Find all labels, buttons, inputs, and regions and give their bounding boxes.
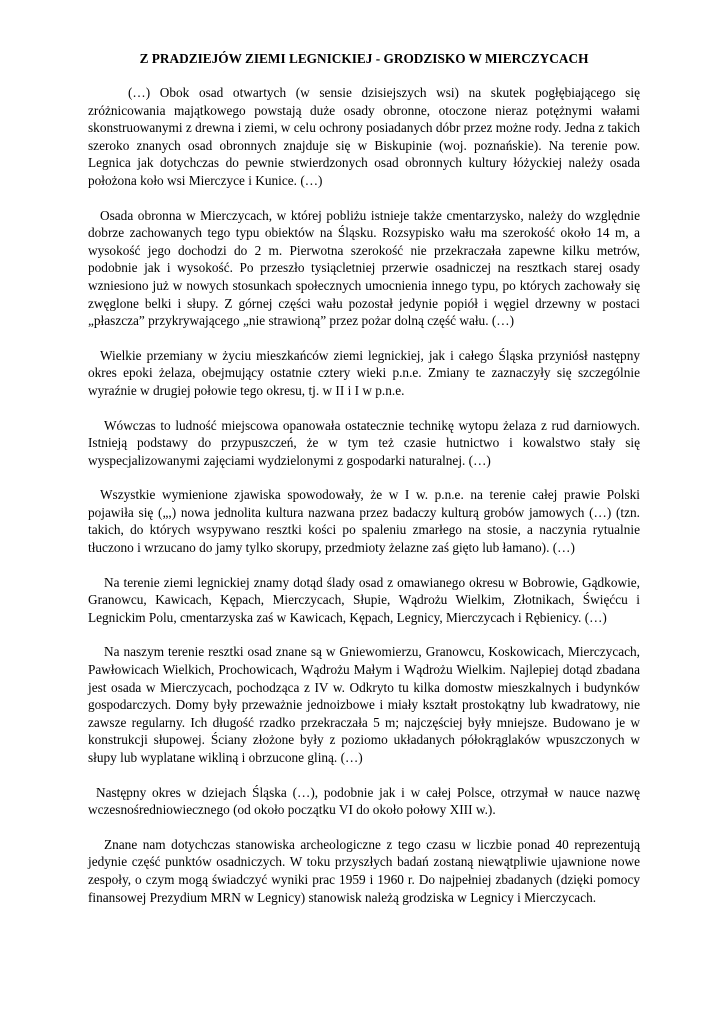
paragraph-9: Znane nam dotychczas stanowiska archeologiczne z tego czasu w liczbie ponad 40 reprezentują jedynie część punktów osadniczych. W toku przyszłych badań zostaną niewątpliwie ujawnione nowe zespoły, o czym mogą świadczyć wyniki prac 1959 i 1960 r. Do najpełniej zbadanych (dzięki pomocy finansowej Prezydium MRN w Legnicy) stanowisk należą grodziska w Legnicy i Mierczycach.	[88, 836, 640, 905]
paragraph-4: Wówczas to ludność miejscowa opanowała ostatecznie technikę wytopu żelaza z rud darniowych. Istnieją podstawy do przypuszczeń, że w tym też czasie hutnictwo i kowalstwo stały się wyspecjalizowanymi zajęciami wydzielonymi z gospodarki naturalnej. (…)	[88, 417, 640, 468]
paragraph-6: Na terenie ziemi legnickiej znamy dotąd ślady osad z omawianego okresu w Bobrowie, Gądkowie, Granowcu, Kawicach, Kępach, Mierczycach, Słupie, Wądrożu Wielkim, Złotnikach, Święćcu i Legnickim Polu, cmentarzyska zaś w Kawicach, Kępach, Legnicy, Mierczycach i Rębienicy. (…)	[88, 574, 640, 625]
document-title: Z PRADZIEJÓW ZIEMI LEGNICKIEJ - GRODZISKO W MIERCZYCACH	[139, 51, 589, 66]
paragraph-2: Osada obronna w Mierczycach, w której pobliżu istnieje także cmentarzysko, należy do względnie dobrze zachowanych tego typu obiektów na Śląsku. Rozsypisko wału ma szerokość około 14 m, a wysokość jego dochodzi do 2 m. Pierwotna szerokość nie przekraczała zapewne kilku metrów, podobnie jak i wysokość. Po przeszło tysiącletniej przerwie osadniczej na resztkach starej osady wzniesiono już w nowych stosunkach społecznych umocnienia innego typu, po których zachowały się zwęglone belki i słupy. Z górnej części wału pozostał jedynie popiół i węgiel drzewny w postaci „płaszcza” przykrywającego „nie strawioną” przez pożar dolną część wału. (…)	[88, 207, 640, 329]
paragraph-7: Na naszym terenie resztki osad znane są w Gniewomierzu, Granowcu, Koskowicach, Mierczycach, Pawłowicach Wielkich, Prochowicach, Wądrożu Małym i Wądrożu Wielkim. Najlepiej dotąd zbadana jest osada w Mierczycach, pochodząca z IV w. Odkryto tu kilka domostw mieszkalnych i budynków gospodarczych. Domy były przeważnie jednoizbowe i miały kształt prostokątny lub kwadratowy, nie zawsze regularny. Ich długość rzadko przekraczała 5 m; najczęściej były mniejsze. Budowano je w konstrukcji słupowej. Ściany złożone były z poziomo układanych półokrąglaków wpuszczonych w słupy lub wyplatane wikliną i obrzucone gliną. (…)	[88, 644, 640, 765]
paragraph-8: Następny okres w dziejach Śląska (…), podobnie jak i w całej Polsce, otrzymał w nauce nazwę wczesnośredniowiecznego (od około początku VI do około połowy XIII w.).	[88, 784, 640, 818]
document-page	[88, 50, 640, 923]
paragraph-3: Wielkie przemiany w życiu mieszkańców ziemi legnickiej, jak i całego Śląska przyniósł następny okres epoki żelaza, obejmujący ostatnie cztery wieki p.n.e. Zmiany te zaznaczyły się szczególnie wyraźnie w drugiej połowie tego okresu, tj. w II i I w p.n.e.	[88, 347, 640, 398]
paragraph-5: Wszystkie wymienione zjawiska spowodowały, że w I w. p.n.e. na terenie całej prawie Polski pojawiła się („,) nowa jednolita kultura nazwana przez badaczy kulturą grobów jamowych (…) (tzn. takich, do których wsypywano resztki kości po spaleniu zmarłego na stosie, a naczynia rytualnie tłuczono i wrzucano do jamy tylko skorupy, przedmioty żelazne zaś gięto lub łamano). (…)	[88, 487, 640, 556]
paragraph-1: (…) Obok osad otwartych (w sensie dzisiejszych wsi) na skutek pogłębiającego się zróżnicowania majątkowego powstają duże osady obronne, otoczone nieraz potężnymi wałami skonstruowanymi z drewna i ziemi, w celu ochrony posiadanych dóbr przez możne rody. Jedna z takich szeroko znanych osad obronnych znajduje się w Biskupinie (woj. poznańskie). Na terenie pow. Legnica jak dotychczas do pewnie stwierdzonych osad obronnych kultury łóżyckiej należy osada położona koło wsi Mierczyce i Kunice. (…)	[88, 85, 640, 188]
